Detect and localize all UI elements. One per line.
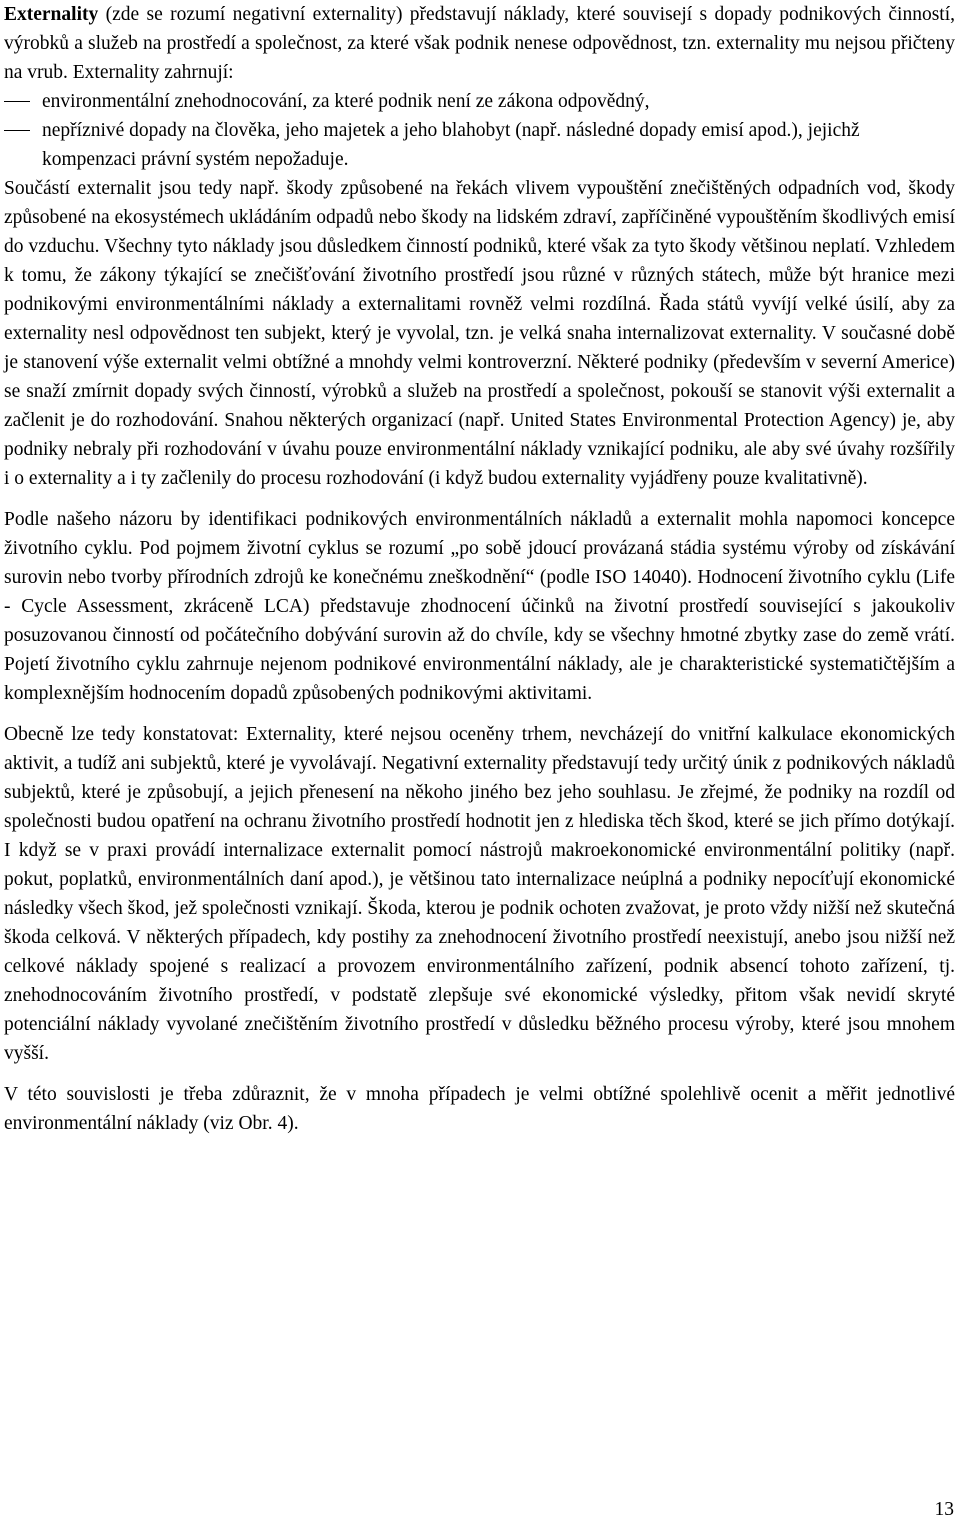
paragraph-life-cycle: Podle našeho názoru by identifikaci podnikových environmentálních nákladů a externalit mohla napomoci koncepce životního cyklu. Pod pojmem životní cyklus se rozumí „po sobě jdoucí provázaná stádia systému výroby od získávání surovin nebo tvorby přírodních zdrojů ke konečnému zneškodnění“ (podle ISO 14040). Hodnocení životního cyklu (Life - Cycle Assessment, zkráceně LCA) představuje zhodnocení účinků na životní prostředí související s jakoukoliv posuzovanou činností od počátečního dobývání surovin až do chvíle, kdy se všechny hmotné zbytky zase do země vrátí. Pojetí životního cyklu zahrnuje nejenom podnikové environmentální náklady, ale je charakteristické systematičtějším a komplexnějším hodnocením dopadů způsobených podnikovými aktivitami. [4,509,955,704]
externality-list [4,87,955,174]
document-page [4,0,955,1138]
term-externality: Externality [4,4,99,25]
intro-paragraph [4,0,955,87]
intro-text: (zde se rozumí negativní externality) představují náklady, které souvisejí s dopady podnikových činností, výrobků a služeb na prostředí a společnost, za které však podnik nenese odpovědnost, tzn. externality mu nejsou přičteny na vrub. Externality zahrnují: [4,4,955,83]
list-item: environmentální znehodnocování, za které podnik není ze zákona odpovědný, [4,87,955,116]
list-item: nepříznivé dopady na člověka, jeho majetek a jeho blahobyt (např. následné dopady emisí apod.), jejichž kompenzaci právní systém nepožaduje. [4,116,955,174]
page-number: 13 [934,1499,954,1520]
paragraph-components: Součástí externalit jsou tedy např. škody způsobené na řekách vlivem vypouštění znečištěných odpadních vod, škody způsobené na ekosystémech ukládáním odpadů nebo škody na lidském zdraví, zapříčiněné vypouštěním škodlivých emisí do vzduchu. Všechny tyto náklady jsou důsledkem činností podniků, které však za tyto škody většinou neplatí. Vzhledem k tomu, že zákony týkající se znečišťování životního prostředí jsou různé v různých státech, může být hranice mezi podnikovými environmentálními náklady a externalitami rovněž velmi rozdílná. Řada států vyvíjí velké úsilí, aby za externality nesl odpovědnost ten subjekt, který je vyvolal, tzn. je velká snaha internalizovat externality. V současné době je stanovení výše externalit velmi obtížné a mnohdy velmi kontroverzní. Některé podniky (především v severní Americe) se snaží zmírnit dopady svých činností, výrobků a služeb na prostředí a společnost, pokouší se stanovit výši externalit a začlenit je do rozhodování. Snahou některých organizací (např. United States Environmental Protection Agency) je, aby podniky nebraly při rozhodování v úvahu pouze environmentální náklady vznikající podniku, ale aby své úvahy rozšířily i o externality a i ty začlenily do procesu rozhodování (i když budou externality vyjádřeny pouze kvalitativně). [4,178,955,489]
paragraph-conclusion: Obecně lze tedy konstatovat: Externality, které nejsou oceněny trhem, nevcházejí do vnitřní kalkulace ekonomických aktivit, a tudíž ani subjektů, které je vyvolávají. Negativní externality představují tedy určitý únik z podnikových nákladů subjektů, které je způsobují, a jejich přenesení na někoho jiného bez jeho souhlasu. Je zřejmé, že podniky na rozdíl od společnosti budou opatření na ochranu životního prostředí hodnotit jen z hlediska těch škod, které se jich přímo dotýkají. I když se v praxi provádí internalizace externalit pomocí nástrojů makroekonomické environmentální politiky (např. pokut, poplatků, environmentálních daní apod.), je většinou tato internalizace neúplná a podniky nepocíťují ekonomické následky všech škod, jež společnosti vznikají. Škoda, kterou je podnik ochoten zvažovat, je proto vždy nižší než skutečná škoda celková. V některých případech, kdy postihy za znehodnocení životního prostředí neexistují, anebo jsou nižší než celkové náklady spojené s realizací a provozem environmentálního zařízení, podnik absencí tohoto zařízení, tj. znehodnocováním životního prostředí, v podstatě zlepšuje své ekonomické výsledky, přitom však nevidí skryté potenciální náklady vyvolané znečištěním životního prostředí v důsledku běžného procesu výroby, které jsou mnohem vyšší. [4,724,955,1064]
paragraph-valuation: V této souvislosti je třeba zdůraznit, že v mnoha případech je velmi obtížné spolehlivě ocenit a měřit jednotlivé environmentální náklady (viz Obr. 4). [4,1084,955,1134]
